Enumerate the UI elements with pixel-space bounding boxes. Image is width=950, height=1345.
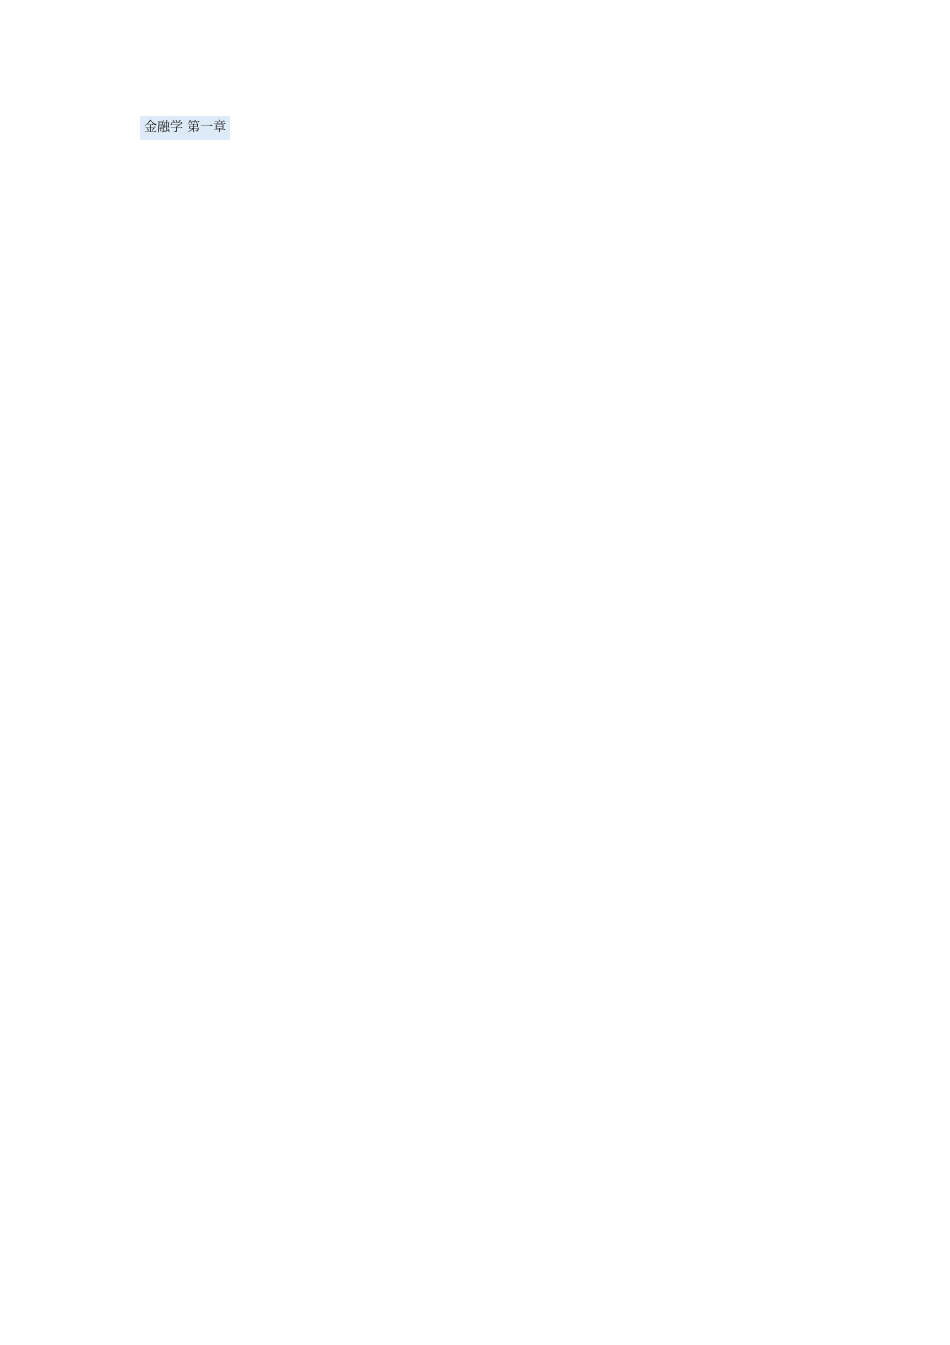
page-title: 金融学 第一章 [140, 116, 230, 140]
